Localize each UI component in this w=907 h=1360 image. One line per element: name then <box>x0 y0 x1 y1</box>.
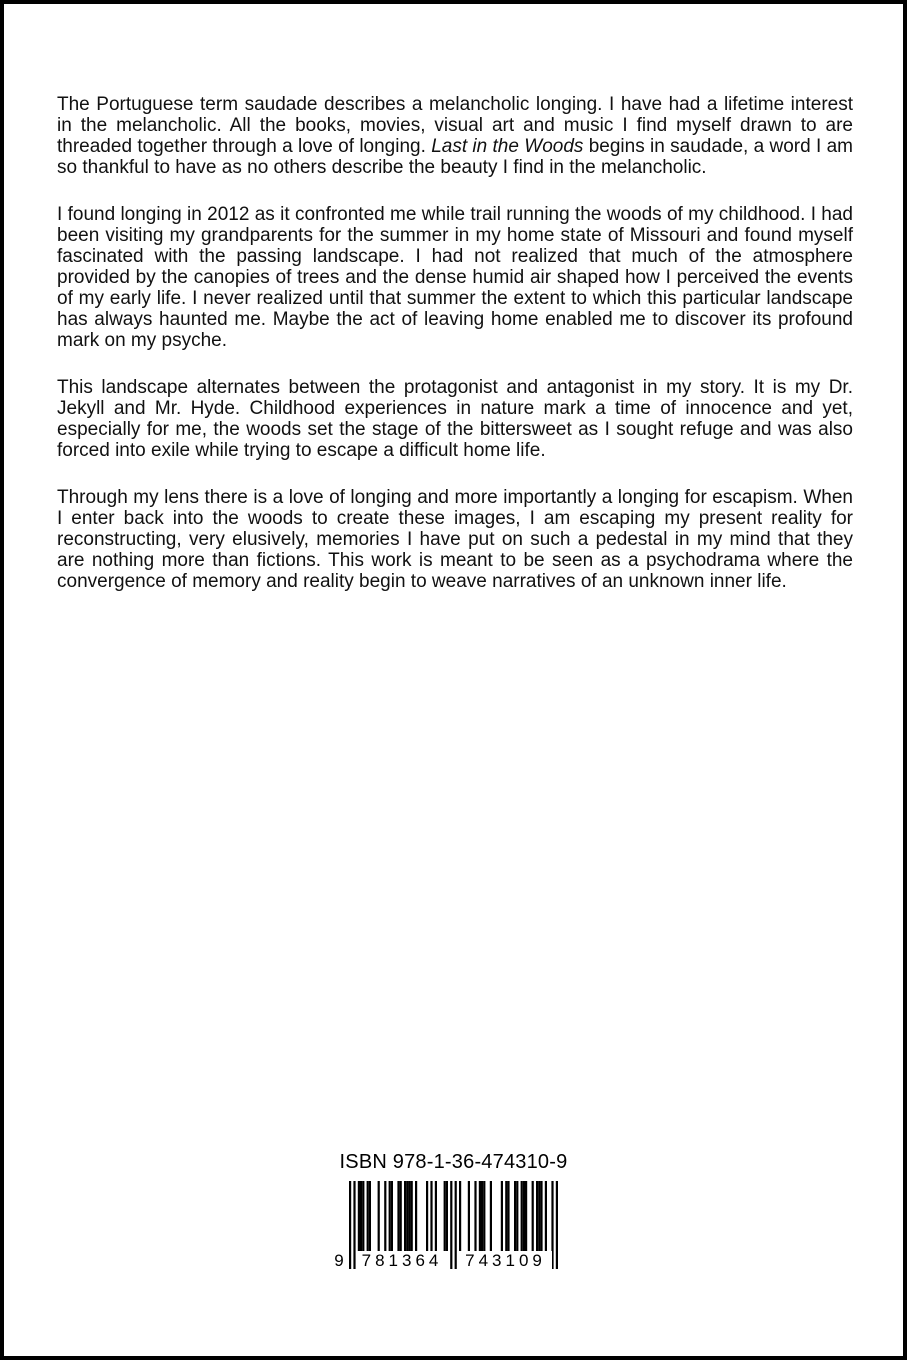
barcode-digits-left: 781364 <box>356 1251 448 1271</box>
synopsis-text <box>57 94 853 618</box>
paragraph-1-text-before: The Portuguese term saudade describes a melancholic longing. I have had a lifetime interest in the melancholic. All the books, movies, visual art and music I find myself drawn to are threaded together through a love of longing. <box>57 94 853 157</box>
paragraph-1 <box>57 94 853 178</box>
isbn-number-label: ISBN 978-1-36-474310-9 <box>339 1151 568 1173</box>
ean13-barcode <box>334 1181 558 1271</box>
book-title-italic: Last in the Woods <box>431 136 584 157</box>
paragraph-4: Through my lens there is a love of longing and more importantly a longing for escapism. When I enter back into the woods to create these images, I am escaping my present reality for reconstructing, very elusively, memories I have put on such a pedestal in my mind that they are nothing more than fictions. This work is meant to be seen as a psychodrama where the convergence of memory and reality begin to weave narratives of an unknown inner life. <box>57 487 853 592</box>
paragraph-3: This landscape alternates between the protagonist and antagonist in my story. It is my Dr. Jekyll and Mr. Hyde. Childhood experiences in nature mark a time of innocence and yet, especially for me, the woods set the stage of the bittersweet as I sought refuge and was also forced into exile while trying to escape a difficult home life. <box>57 377 853 461</box>
barcode-digits-right: 743109 <box>459 1251 552 1271</box>
isbn-section <box>4 1150 903 1271</box>
barcode-digit-first: 9 <box>334 1251 344 1270</box>
paragraph-2: I found longing in 2012 as it confronted me while trail running the woods of my childhood. I had been visiting my grandparents for the summer in my home state of Missouri and found myself fascinated with the passing landscape. I had not realized that much of the atmosphere provided by the canopies of trees and the dense humid air shaped how I perceived the events of my early life. I never realized until that summer the extent to which this particular landscape has always haunted me. Maybe the act of leaving home enabled me to discover its profound mark on my psyche. <box>57 204 853 351</box>
paragraph-1-text-after: begins in saudade, a word I am so thankful to have as no others describe the beauty I find in the melancholic. <box>57 136 853 178</box>
